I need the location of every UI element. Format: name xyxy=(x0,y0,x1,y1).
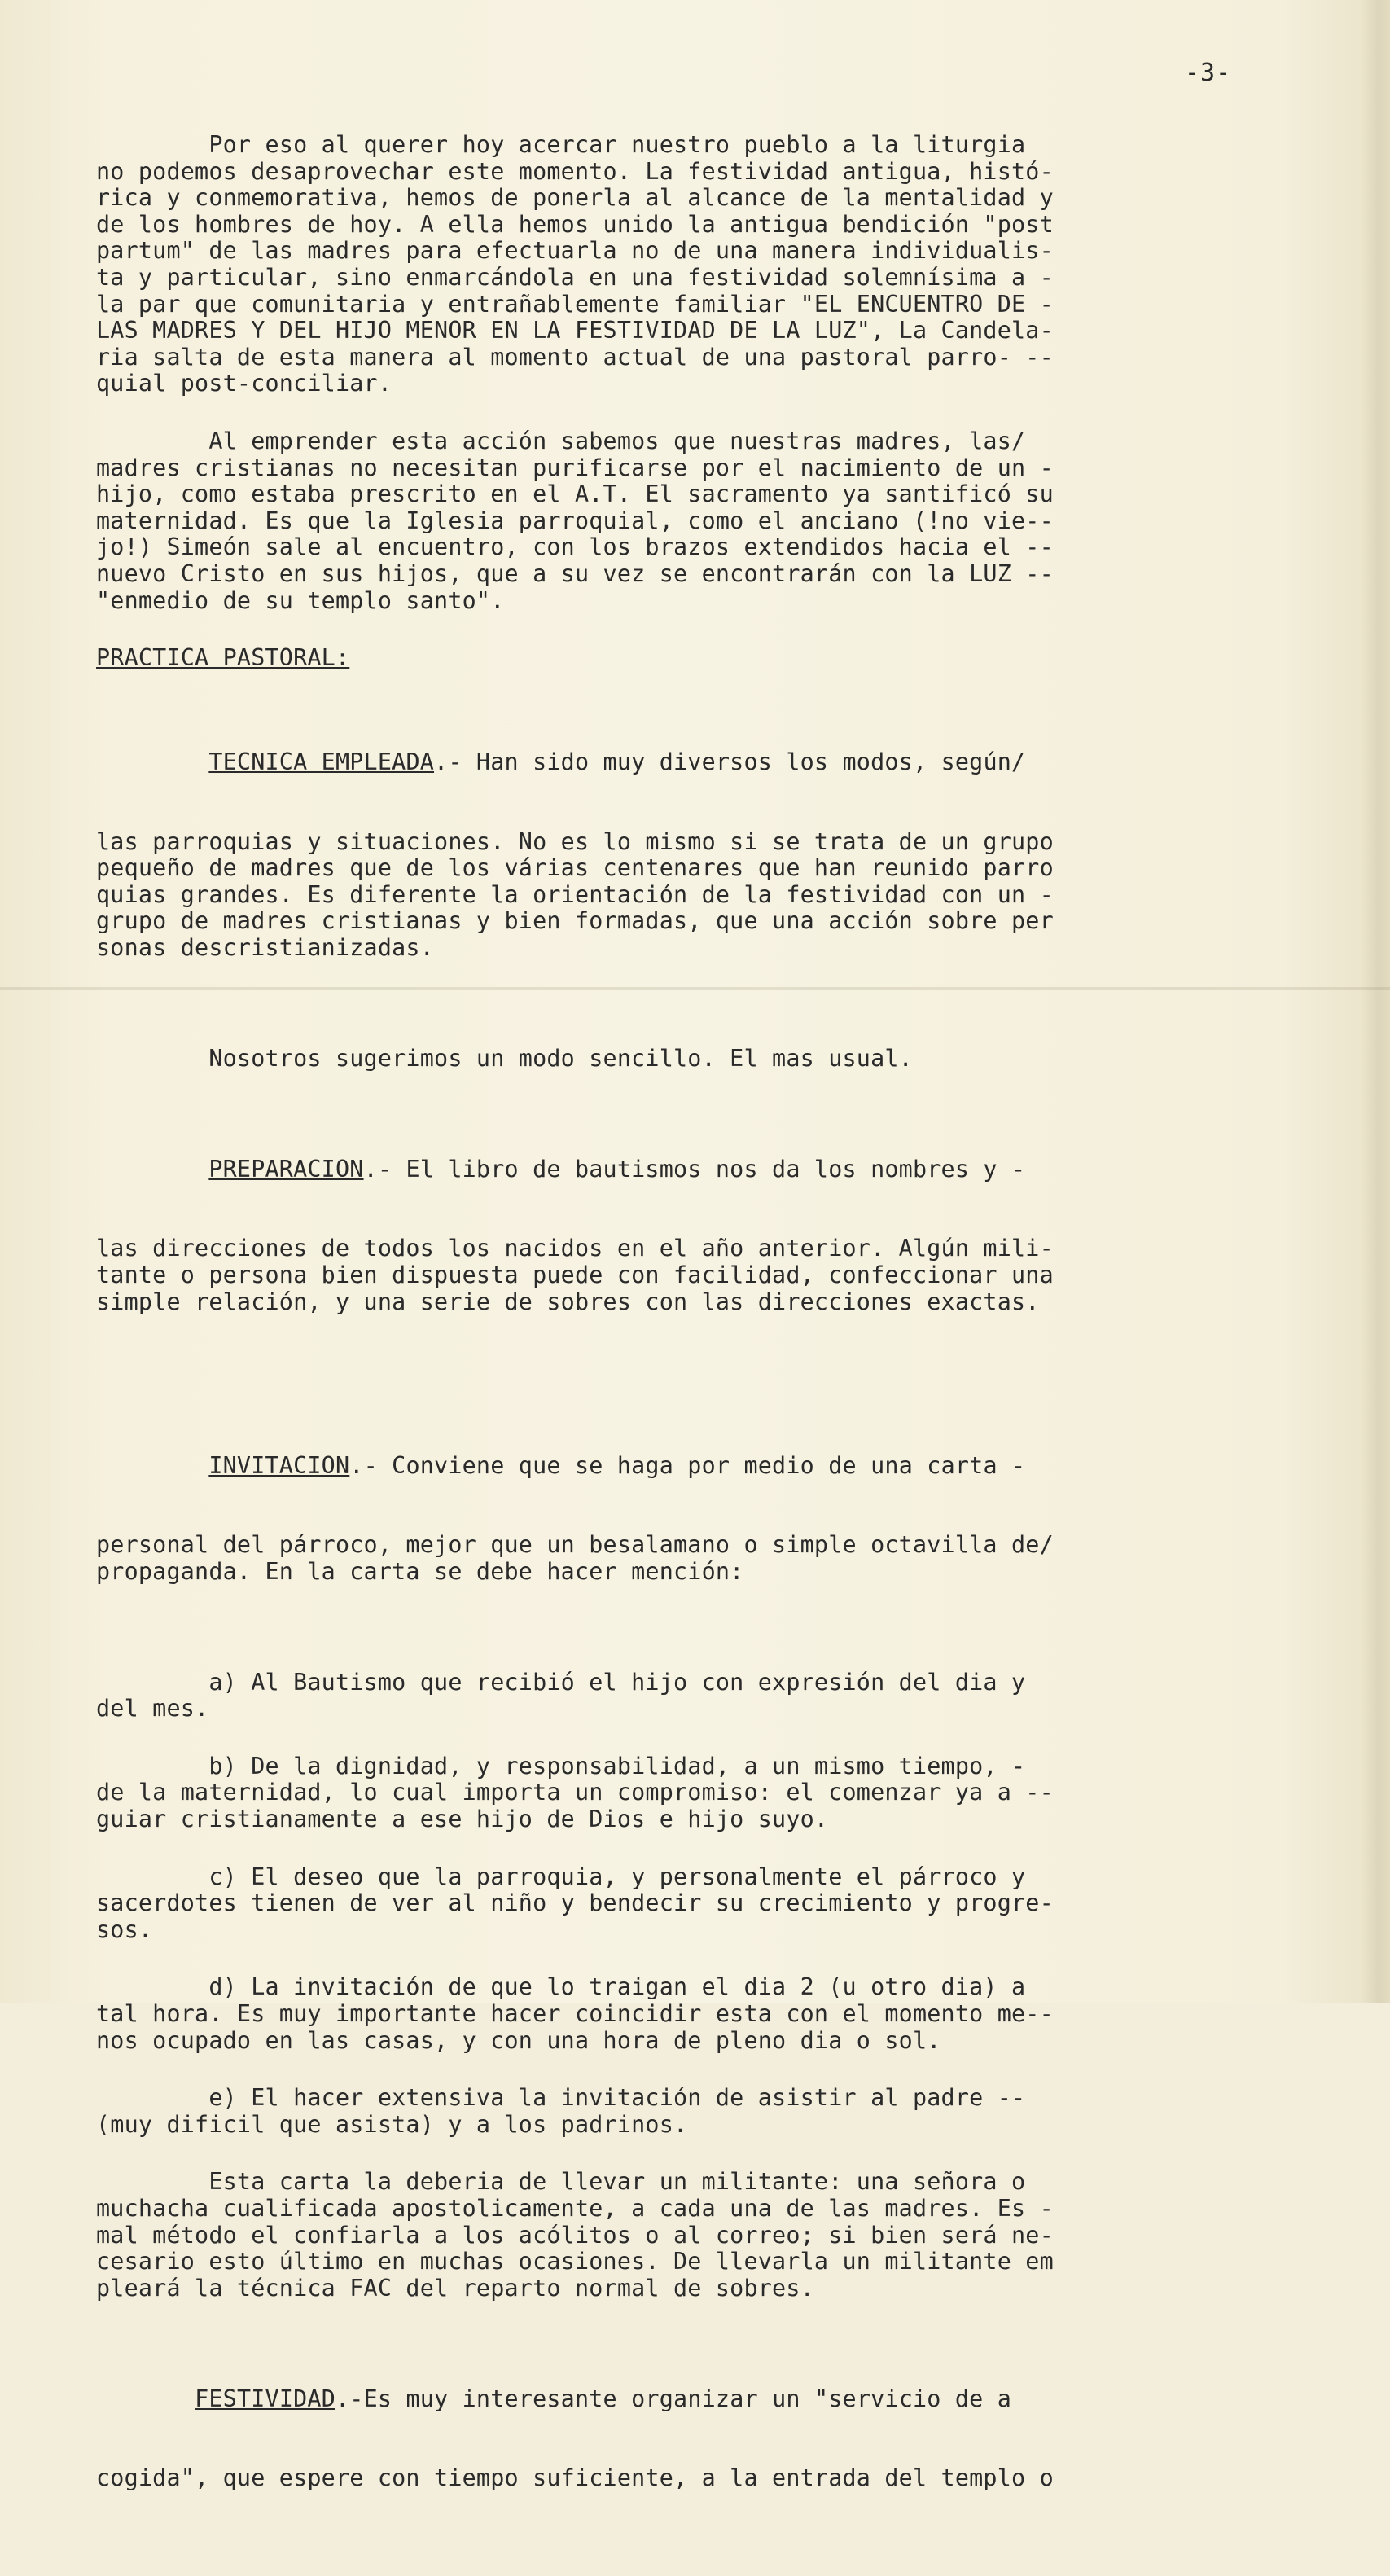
text-line: no podemos desaprovechar este momento. La festividad antigua, histó- xyxy=(96,157,1054,185)
text-line: simple relación, y una serie de sobres con las direcciones exactas. xyxy=(96,1288,1040,1315)
list-item-b xyxy=(96,1753,1236,1833)
text-line: "enmedio de su templo santo". xyxy=(96,586,505,614)
text-line: d) La invitación de que lo traigan el dia 2 (u otro dia) a xyxy=(96,1973,1026,2001)
text-line: tante o persona bien dispuesta puede con facilidad, confeccionar una xyxy=(96,1261,1054,1288)
text-line: guiar cristianamente a ese hijo de Dios e hijo suyo. xyxy=(96,1806,829,1833)
text-line: jo!) Simeón sale al encuentro, con los brazos extendidos hacia el -- xyxy=(96,533,1054,561)
text-line: pleará la técnica FAC del reparto normal de sobres. xyxy=(96,2274,814,2302)
invitacion-first-line: .- Conviene que se haga por medio de una carta - xyxy=(349,1451,1026,1479)
text-line: nos ocupado en las casas, y con una hora de pleno dia o sol. xyxy=(96,2026,941,2054)
paper-edge-shadow xyxy=(1361,0,1390,2003)
paragraph-sugerimos xyxy=(96,1046,1236,1073)
list-item-a xyxy=(96,1670,1236,1722)
text-line: del mes. xyxy=(96,1695,209,1722)
text-line: LAS MADRES Y DEL HIJO MENOR EN LA FESTIVIDAD DE LA LUZ", La Candela- xyxy=(96,317,1054,344)
list-item-d xyxy=(96,1974,1236,2054)
label-tecnica-empleada: TECNICA EMPLEADA xyxy=(208,748,435,775)
text-line: rica y conmemorativa, hemos de ponerla al alcance de la mentalidad y xyxy=(96,184,1054,212)
heading-practica-pastoral: PRACTICA PASTORAL: xyxy=(96,644,350,672)
tecnica-lines xyxy=(96,829,1236,962)
text-line: Esta carta la deberia de llevar un militante: una señora o xyxy=(96,2168,1026,2196)
text-line: e) El hacer extensiva la invitación de asistir al padre -- xyxy=(96,2084,1026,2112)
text-line: (muy dificil que asista) y a los padrinos. xyxy=(96,2110,688,2138)
invitacion-lines xyxy=(96,1532,1236,1585)
text-line: sacerdotes tienen de ver al niño y bendecir su crecimiento y progre- xyxy=(96,1889,1054,1917)
paragraph-intro xyxy=(96,132,1236,397)
paragraph-preparacion xyxy=(96,1103,1236,1368)
text-line: cesario esto último en muchas ocasiones. De llevarla un militante em xyxy=(96,2248,1054,2275)
text-line: b) De la dignidad, y responsabilidad, a un mismo tiempo, - xyxy=(96,1752,1026,1780)
text-line: ria salta de esta manera al momento actual de una pastoral parro- -- xyxy=(96,343,1054,371)
text-line: personal del párroco, mejor que un besalamano o simple octavilla de/ xyxy=(96,1531,1054,1559)
text-line: c) El deseo que la parroquia, y personalmente el párroco y xyxy=(96,1863,1026,1890)
text-line: la par que comunitaria y entrañablemente familiar "EL ENCUENTRO DE - xyxy=(96,290,1054,318)
text-line: de los hombres de hoy. A ella hemos unido la antigua bendición "post xyxy=(96,210,1054,238)
text-line: Al emprender esta acción sabemos que nuestras madres, las/ xyxy=(96,427,1026,454)
paragraph-accion xyxy=(96,428,1236,614)
text-line: nuevo Cristo en sus hijos, que a su vez se encontrarán con la LUZ -- xyxy=(96,560,1054,587)
text-line: hijo, como estaba prescrito en el A.T. El sacramento ya santificó su xyxy=(96,481,1054,508)
text-line: propaganda. En la carta se debe hacer mención: xyxy=(96,1557,744,1585)
paragraph-carta xyxy=(96,2169,1236,2302)
preparacion-first-line: .- El libro de bautismos nos da los nombres y - xyxy=(363,1155,1026,1183)
text-line: las parroquias y situaciones. No es lo mismo si se trata de un grupo xyxy=(96,827,1054,855)
label-preparacion: PREPARACION xyxy=(208,1155,364,1183)
list-item-c xyxy=(96,1864,1236,1944)
text-line: grupo de madres cristianas y bien formadas, que una acción sobre per xyxy=(96,907,1054,935)
list-item-e xyxy=(96,2085,1236,2138)
page-number: -3- xyxy=(1185,59,1232,87)
festividad-lines xyxy=(96,2465,1236,2492)
paragraph-festividad xyxy=(96,2332,1236,2545)
text-line: madres cristianas no necesitan purificarse por el nacimiento de un - xyxy=(96,454,1054,481)
text-line: de la maternidad, lo cual importa un compromiso: el comenzar ya a -- xyxy=(96,1779,1054,1806)
text-line: tal hora. Es muy importante hacer coincidir esta con el momento me-- xyxy=(96,2000,1054,2028)
text-line: quial post-conciliar. xyxy=(96,370,392,397)
festividad-first-line: .-Es muy interesante organizar un "servicio de a xyxy=(335,2385,1012,2412)
tecnica-first-line: .- Han sido muy diversos los modos, según/ xyxy=(434,748,1026,775)
text-line: a) Al Bautismo que recibió el hijo con expresión del dia y xyxy=(96,1668,1026,1696)
text-line: sonas descristianizadas. xyxy=(96,934,435,962)
text-line: las direcciones de todos los nacidos en el año anterior. Algún mili- xyxy=(96,1235,1054,1262)
preparacion-lines xyxy=(96,1235,1236,1315)
text-line: Por eso al querer hoy acercar nuestro pueblo a la liturgia xyxy=(96,131,1026,158)
text-line: mal método el confiarla a los acólitos o al correo; si bien será ne- xyxy=(96,2221,1054,2249)
text-line: sos. xyxy=(96,1916,153,1943)
text-line: quias grandes. Es diferente la orientación de la festividad con un - xyxy=(96,880,1054,908)
label-festividad: FESTIVIDAD xyxy=(195,2385,335,2412)
text-line: partum" de las madres para efectuarla no de una manera individualis- xyxy=(96,237,1054,265)
text-line: pequeño de madres que de los várias centenares que han reunido parro xyxy=(96,854,1054,882)
sugerimos-line: Nosotros sugerimos un modo sencillo. El mas usual. xyxy=(96,1044,913,1072)
text-line: maternidad. Es que la Iglesia parroquial, como el anciano (!no vie-- xyxy=(96,507,1054,534)
paragraph-invitacion xyxy=(96,1399,1236,1638)
document-body xyxy=(96,132,1236,2576)
label-invitacion: INVITACION xyxy=(208,1451,350,1479)
text-line: cogida", que espere con tiempo suficiente, a la entrada del templo o xyxy=(96,2464,1054,2492)
paragraph-tecnica xyxy=(96,696,1236,1015)
text-line: muchacha cualificada apostolicamente, a cada una de las madres. Es - xyxy=(96,2195,1054,2222)
text-line: ta y particular, sino enmarcándola en una festividad solemnísima a - xyxy=(96,263,1054,291)
